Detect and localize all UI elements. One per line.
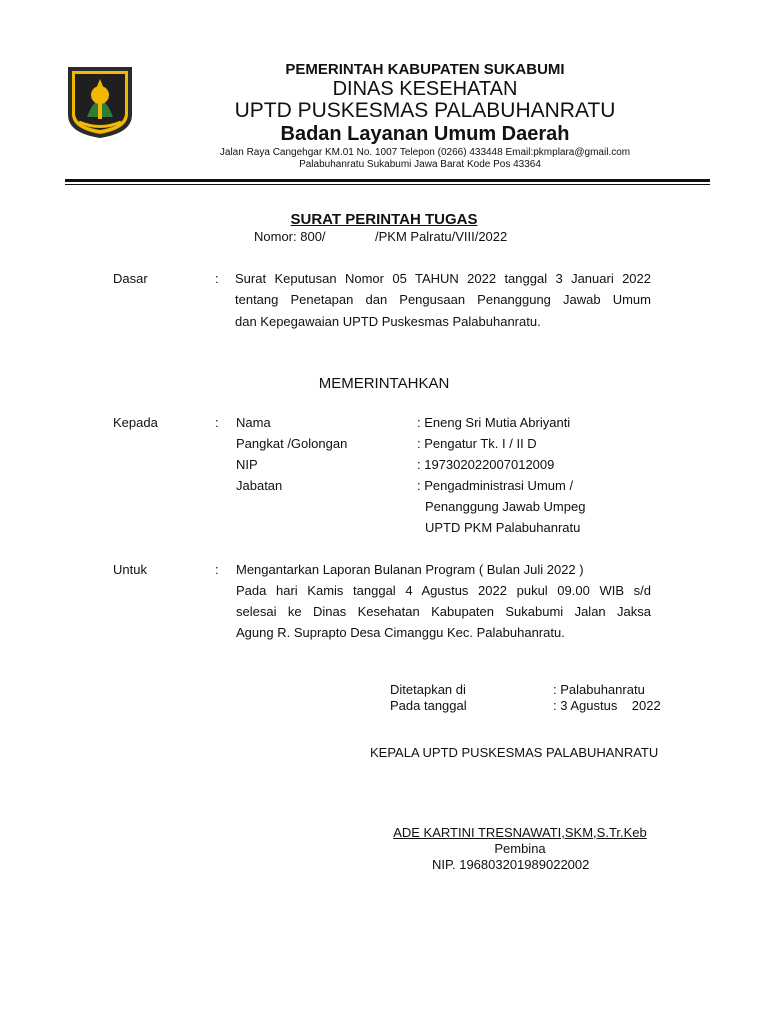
field-label-pangkat: Pangkat /Golongan — [236, 436, 348, 451]
signatory-rank: Pembina — [494, 841, 546, 856]
field-value-nama: : Eneng Sri Mutia Abriyanti — [417, 415, 571, 430]
kepada-label: Kepada — [113, 415, 158, 430]
header-unit: UPTD PUSKESMAS PALABUHANRATU — [234, 99, 616, 122]
dasar-colon: : — [215, 271, 219, 286]
letter-number-label: Nomor: 800/ — [254, 229, 326, 244]
dasar-line: Surat Keputusan Nomor 05 TAHUN 2022 tanggal 3 Januari 2022 — [235, 271, 651, 286]
tanggal-label: Pada tanggal — [390, 698, 467, 713]
memerintahkan-heading: MEMERINTAHKAN — [318, 375, 450, 392]
field-value-jabatan: : Pengadministrasi Umum / — [417, 478, 574, 493]
ditetapkan-value: : Palabuhanratu — [553, 682, 645, 697]
field-value-jabatan-cont: Penanggung Jawab Umpeg — [425, 499, 586, 514]
dasar-line: tentang Penetapan dan Pengusaan Penanggung Jawab Umum — [235, 292, 651, 307]
header-government: PEMERINTAH KABUPATEN SUKABUMI — [285, 61, 565, 78]
field-label-nip: NIP — [236, 457, 258, 472]
header-address-2: Palabuhanratu Sukabumi Jawa Barat Kode Pos 43364 — [299, 159, 541, 170]
signatory-name: ADE KARTINI TRESNAWATI,SKM,S.Tr.Keb — [393, 825, 647, 840]
untuk-line: Pada hari Kamis tanggal 4 Agustus 2022 pukul 09.00 WIB s/d — [236, 583, 651, 598]
header-rule-thin — [65, 184, 710, 185]
dasar-label: Dasar — [113, 271, 148, 286]
tanggal-value: : 3 Agustus 2022 — [553, 698, 661, 713]
field-label-jabatan: Jabatan — [236, 478, 283, 493]
untuk-line: Mengantarkan Laporan Bulanan Program ( Bulan Juli 2022 ) — [236, 562, 584, 577]
header-address: Jalan Raya Cangehgar KM.01 No. 1007 Telepon (0266) 433448 Email:pkmplara@gmail.com — [219, 147, 631, 158]
untuk-colon: : — [215, 562, 219, 577]
field-label-nama: Nama — [236, 415, 271, 430]
field-value-nip: : 197302022007012009 — [417, 457, 555, 472]
letter-title: SURAT PERINTAH TUGAS — [290, 211, 478, 228]
header-blud: Badan Layanan Umum Daerah — [280, 123, 570, 145]
ditetapkan-label: Ditetapkan di — [390, 682, 466, 697]
field-value-pangkat: : Pengatur Tk. I / II D — [417, 436, 537, 451]
untuk-line: Agung R. Suprapto Desa Cimanggu Kec. Palabuhanratu. — [236, 625, 565, 640]
dasar-line: dan Kepegawaian UPTD Puskesmas Palabuhanratu. — [235, 314, 541, 329]
untuk-label: Untuk — [113, 562, 147, 577]
signatory-nip: NIP. 196803201989022002 — [432, 857, 590, 872]
sukabumi-emblem-icon — [65, 65, 135, 140]
kepada-colon: : — [215, 415, 219, 430]
letter-number-suffix: /PKM Palratu/VIII/2022 — [375, 229, 508, 244]
signatory-position: KEPALA UPTD PUSKESMAS PALABUHANRATU — [370, 745, 659, 760]
header-agency: DINAS KESEHATAN — [332, 78, 518, 100]
field-value-jabatan-cont: UPTD PKM Palabuhanratu — [425, 520, 581, 535]
untuk-line: selesai ke Dinas Kesehatan Kabupaten Sukabumi Jalan Jaksa — [236, 604, 651, 619]
header-rule-thick — [65, 179, 710, 182]
